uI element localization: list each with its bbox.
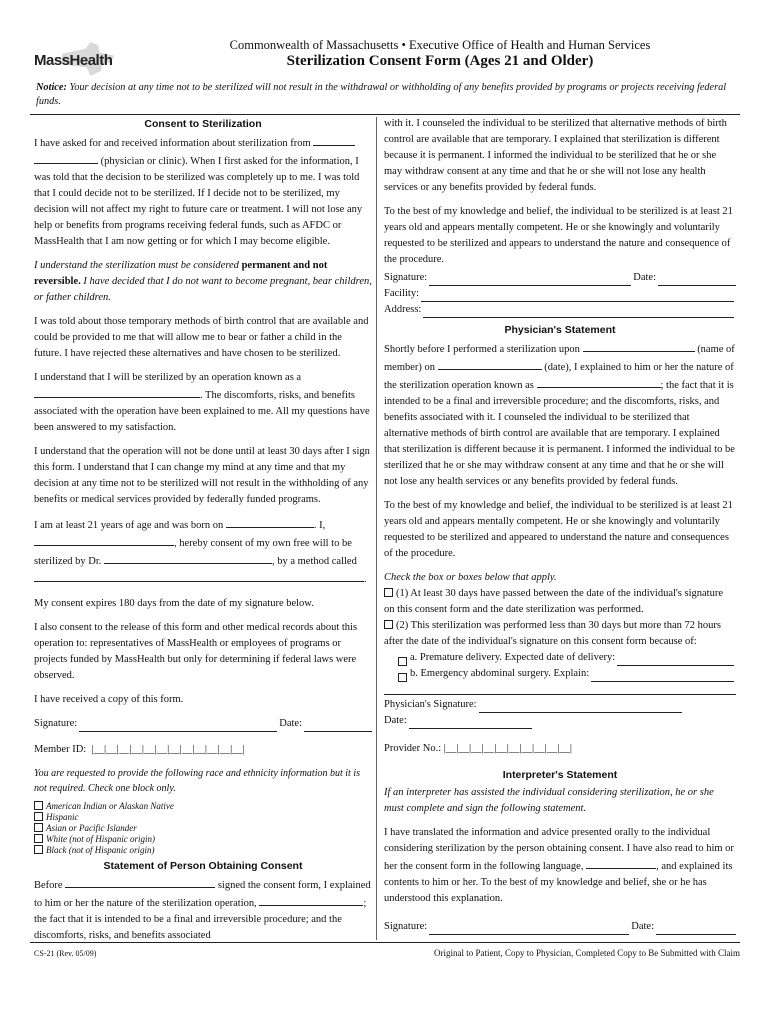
address-field[interactable]	[423, 306, 734, 318]
ethnicity-label: Asian or Pacific Islander	[46, 823, 137, 833]
left-column	[34, 116, 372, 952]
option-2-text: (2) This sterilization was performed less than 30 days but more than 72 hours after the date of the individual's signature on this consent form because of:	[384, 620, 721, 647]
birth-date-field[interactable]	[226, 516, 314, 528]
footer-divider	[30, 942, 740, 943]
physician-text-b: (name of member) on	[384, 344, 735, 373]
obtaining-text: Before	[34, 880, 63, 891]
obtaining-signature-field[interactable]	[429, 274, 631, 286]
obtaining-date-label: Date:	[633, 272, 656, 283]
provider-row	[384, 741, 736, 757]
member-date-field[interactable]	[304, 720, 372, 732]
column-divider	[376, 117, 377, 940]
interpreter-signature-field[interactable]	[429, 923, 629, 935]
ethnicity-options	[34, 801, 372, 856]
consent-p1	[34, 134, 372, 250]
header-divider	[30, 114, 740, 115]
individual-name-field[interactable]	[65, 876, 215, 888]
consent-p4-text-cont: . The discomforts, risks, and benefits associated with the operation have been explained to me. All my questions have been answered to my satisfaction.	[34, 390, 370, 433]
notice-text: Your decision at any time not to be sterilized will not result in the withdrawal or withholding of any benefits provided by programs or projects receiving federal funds.	[36, 82, 727, 107]
language-field[interactable]	[586, 857, 656, 869]
ethnicity-option[interactable]	[34, 845, 214, 856]
interpreter-signature-label: Signature:	[384, 921, 428, 932]
physician-signature-label: Physician's Signature:	[384, 699, 477, 710]
facility-field[interactable]	[421, 290, 734, 302]
obtaining-p1	[34, 876, 372, 944]
distribution-note: Original to Patient, Copy to Physician, Completed Copy to Be Submitted with Claim	[434, 948, 740, 958]
operation-name-field[interactable]	[34, 386, 200, 398]
consent-p7: My consent expires 180 days from the date of my signature below.	[34, 598, 314, 609]
physician-date-row	[384, 713, 534, 729]
interpreter-date-field[interactable]	[656, 923, 736, 935]
consent-p6-text-d: sterilized by Dr.	[34, 556, 102, 567]
interpreter-heading: Interpreter's Statement	[502, 769, 618, 781]
consent-p2-bold: permanent and not reversible.	[34, 260, 328, 287]
form-number: CS-21 (Rev. 05/09)	[34, 949, 97, 958]
provider-number-field[interactable]: |__|__|__|__|__|__|__|__|__|__|	[443, 743, 572, 754]
operation-field-physician[interactable]	[537, 376, 661, 388]
obtaining-text-c: ; the fact that it is intended to be a final and irreversible procedure; and the discomforts, risks, and benefits associated	[34, 898, 367, 941]
explain-field[interactable]	[591, 670, 734, 682]
method-field[interactable]	[34, 570, 364, 582]
consent-p1-text-cont: (physician or clinic). When I first asked for the information, I was told that the decision to be sterilized was completely up to me. I was told that I could decide not to be sterilized. If I decide not to be sterilized, my decision will not affect my right to future care or treatment. I will not lose any help or benefits from programs receiving federal funds, such as AFDC or MassHealth that I am now getting or for which I may become eligible.	[34, 156, 363, 247]
physician-p2: To the best of my knowledge and belief, the individual to be sterilized is at least 21 years old and appears mentally competent. He or she knowingly and voluntarily requested to be sterilized and appeared to understand the nature and consequences of the procedure.	[384, 500, 733, 559]
race-note: You are requested to provide the following race and ethnicity information but it is not required. Check one block only.	[34, 768, 360, 794]
physician-text-c: (date), I explained to him or her the nature of the sterilization operation known as	[384, 362, 734, 391]
option-2a[interactable]	[384, 650, 736, 666]
physician-signature-field[interactable]	[479, 701, 682, 713]
right-column	[384, 116, 736, 935]
consent-p4	[34, 370, 372, 436]
member-id-row	[34, 742, 372, 758]
operation-field[interactable]	[259, 894, 363, 906]
interpreter-p1	[384, 825, 736, 907]
option-1[interactable]	[384, 586, 736, 618]
obtaining-continued: with it. I counseled the individual to be sterilized that alternative methods of birth control are available that are temporary. I explained that sterilization is different because it is permanent. I informed the individual to be sterilized that he or she may withdraw consent at any time and that he or she will not lose any health services or any benefits provided by federal funds.	[384, 118, 727, 193]
interpreter-text: I have translated the information and advice presented orally to the individual considering sterilization by the person obtaining consent. I have also read to him or her the consent form in the following language,	[384, 827, 734, 872]
consent-p6-text-e: , by a method called	[271, 556, 357, 567]
ethnicity-option[interactable]	[34, 823, 214, 834]
interpreter-date-label: Date:	[631, 921, 654, 932]
ethnicity-option[interactable]	[34, 801, 214, 812]
obtaining-p2: To the best of my knowledge and belief, the individual to be sterilized is at least 21 years old and appears mentally competent. He or she knowingly and voluntarily requested to be sterilized and appears to understand the nature and consequence of the procedure.	[384, 206, 733, 265]
physician-text: Shortly before I performed a sterilization upon	[384, 344, 580, 355]
obtaining-signature-label: Signature:	[384, 272, 428, 283]
physician-date-field[interactable]	[409, 717, 532, 729]
consent-p2	[34, 258, 372, 306]
consent-p1-text: I have asked for and received information about sterilization from	[34, 138, 311, 149]
physician-date-label: Date:	[384, 715, 407, 726]
ethnicity-label: Black (not of Hispanic origin)	[46, 845, 155, 855]
agency-header: Commonwealth of Massachusetts • Executive Office of Health and Human Services	[229, 38, 651, 52]
provider-label: Provider No.:	[384, 743, 442, 754]
consent-p8: I also consent to the release of this form and other medical records about this operation to: representatives of MassHealth or employees of programs or projects funded by MassHealth but only for determining if federal laws were observed.	[34, 622, 358, 681]
member-signature-field[interactable]	[79, 720, 277, 732]
consent-p2-text: I understand the sterilization must be considered	[34, 260, 239, 271]
physician-p1	[384, 340, 736, 490]
form-title: Sterilization Consent Form (Ages 21 and Older)	[286, 53, 594, 69]
checkbox-icon	[398, 673, 407, 682]
checkbox-icon	[398, 657, 407, 666]
physician-heading: Physician's Statement	[504, 324, 616, 336]
consent-p6: I am at least 21 years of age and was born on . I, , hereby consent of my own free will to be sterilized by Dr. , by a method called .	[34, 516, 372, 588]
member-signature-row	[34, 716, 372, 732]
checkbox-icon	[34, 823, 43, 832]
option-2[interactable]	[384, 618, 736, 650]
consent-p9: I have received a copy of this form.	[34, 694, 184, 705]
address-row	[384, 302, 736, 318]
ethnicity-label: American Indian or Alaskan Native	[46, 801, 174, 811]
interpreter-text-b: , and explained its contents to him or her. To the best of my knowledge and belief, she or he has understood this explanation.	[384, 861, 733, 904]
physician-options	[384, 570, 736, 695]
facility-row	[384, 286, 736, 302]
checkbox-icon	[34, 845, 43, 854]
check-note: Check the box or boxes below that apply.	[384, 572, 557, 583]
checkbox-icon	[34, 812, 43, 821]
option-2a-text: a. Premature delivery. Expected date of delivery:	[410, 652, 616, 663]
logo-text: MassHealth	[34, 52, 113, 69]
consent-p4-text: I understand that I will be sterilized by an operation known as a	[34, 372, 302, 383]
physician-signature-row	[384, 697, 684, 713]
provider-name-field[interactable]	[313, 134, 355, 146]
ethnicity-label: White (not of Hispanic origin)	[46, 834, 155, 844]
consent-heading: Consent to Sterilization	[144, 118, 262, 130]
consent-p5: I understand that the operation will not be done until at least 30 days after I sign this form. I understand that I can change my mind at any time and that my decision at any time not to be sterilized will not result in the withholding of any benefits or medical services provided by federally funded programs.	[34, 446, 370, 505]
checkbox-icon	[384, 588, 393, 597]
member-id-label: Member ID:	[34, 744, 87, 755]
ethnicity-option[interactable]	[34, 834, 214, 845]
consent-p3: I was told about those temporary methods of birth control that are available and could be provided to me that will allow me to bear or father a child in the future. I have rejected these alternatives and have chosen to be sterilized.	[34, 316, 369, 359]
consent-p6-text: I am at least 21 years of age and was born on	[34, 520, 224, 531]
surgery-date-field[interactable]	[438, 358, 542, 370]
ethnicity-option[interactable]	[34, 812, 214, 823]
notice	[36, 81, 736, 108]
obtaining-fields	[384, 270, 736, 318]
member-date-label: Date:	[279, 718, 302, 729]
notice-label: Notice:	[36, 82, 67, 93]
member-name-field[interactable]	[34, 534, 174, 546]
physician-text-d: ; the fact that it is intended to be a final and irreversible procedure; and the discomforts, risks, and benefits associated with it. I counseled the individual to be sterilized that alternative methods of birth control are available that are temporary. I explained that sterilization is different because it is permanent. I informed the individual to be sterilized that he or she may withdraw consent at any time and that he or she will not lose any health services or any benefits provided by federal funds.	[384, 380, 735, 487]
masshealth-logo	[34, 36, 114, 82]
checkbox-icon	[34, 801, 43, 810]
facility-label: Facility:	[384, 288, 419, 299]
explain-field-cont[interactable]	[384, 682, 736, 695]
option-2b-text: b. Emergency abdominal surgery. Explain:	[410, 668, 590, 679]
option-2b[interactable]	[384, 666, 736, 682]
checkbox-icon	[384, 620, 393, 629]
provider-name-field-cont[interactable]	[34, 152, 98, 164]
option-1-text: (1) At least 30 days have passed between the date of the individual's signature on this consent form and the date sterilization was performed.	[384, 588, 724, 615]
member-signature-label: Signature:	[34, 718, 78, 729]
consent-p2-text-cont: I have decided that I do not want to become pregnant, bear children, or father children.	[34, 276, 372, 303]
member-name-field-physician[interactable]	[583, 340, 695, 352]
obtaining-heading: Statement of Person Obtaining Consent	[103, 860, 303, 872]
interpreter-signature-row	[384, 919, 736, 935]
doctor-name-field[interactable]	[104, 552, 272, 564]
interpreter-note: If an interpreter has assisted the individual considering sterilization, he or she must complete and sign the following statement.	[384, 787, 714, 814]
delivery-date-field[interactable]	[617, 654, 734, 666]
consent-p6-text-c: , hereby consent of my own free will to be	[174, 538, 352, 549]
address-label: Address:	[384, 304, 422, 315]
obtaining-signature-row	[384, 270, 736, 286]
member-id-field[interactable]: |__|__|__|__|__|__|__|__|__|__|__|__|	[88, 744, 245, 755]
ethnicity-label: Hispanic	[46, 812, 79, 822]
consent-p6-text-b: . I,	[313, 520, 326, 531]
checkbox-icon	[34, 834, 43, 843]
obtaining-date-field[interactable]	[658, 274, 736, 286]
obtaining-text-b: signed the consent form, I explained to him or her the nature of the sterilization operation,	[34, 880, 371, 909]
